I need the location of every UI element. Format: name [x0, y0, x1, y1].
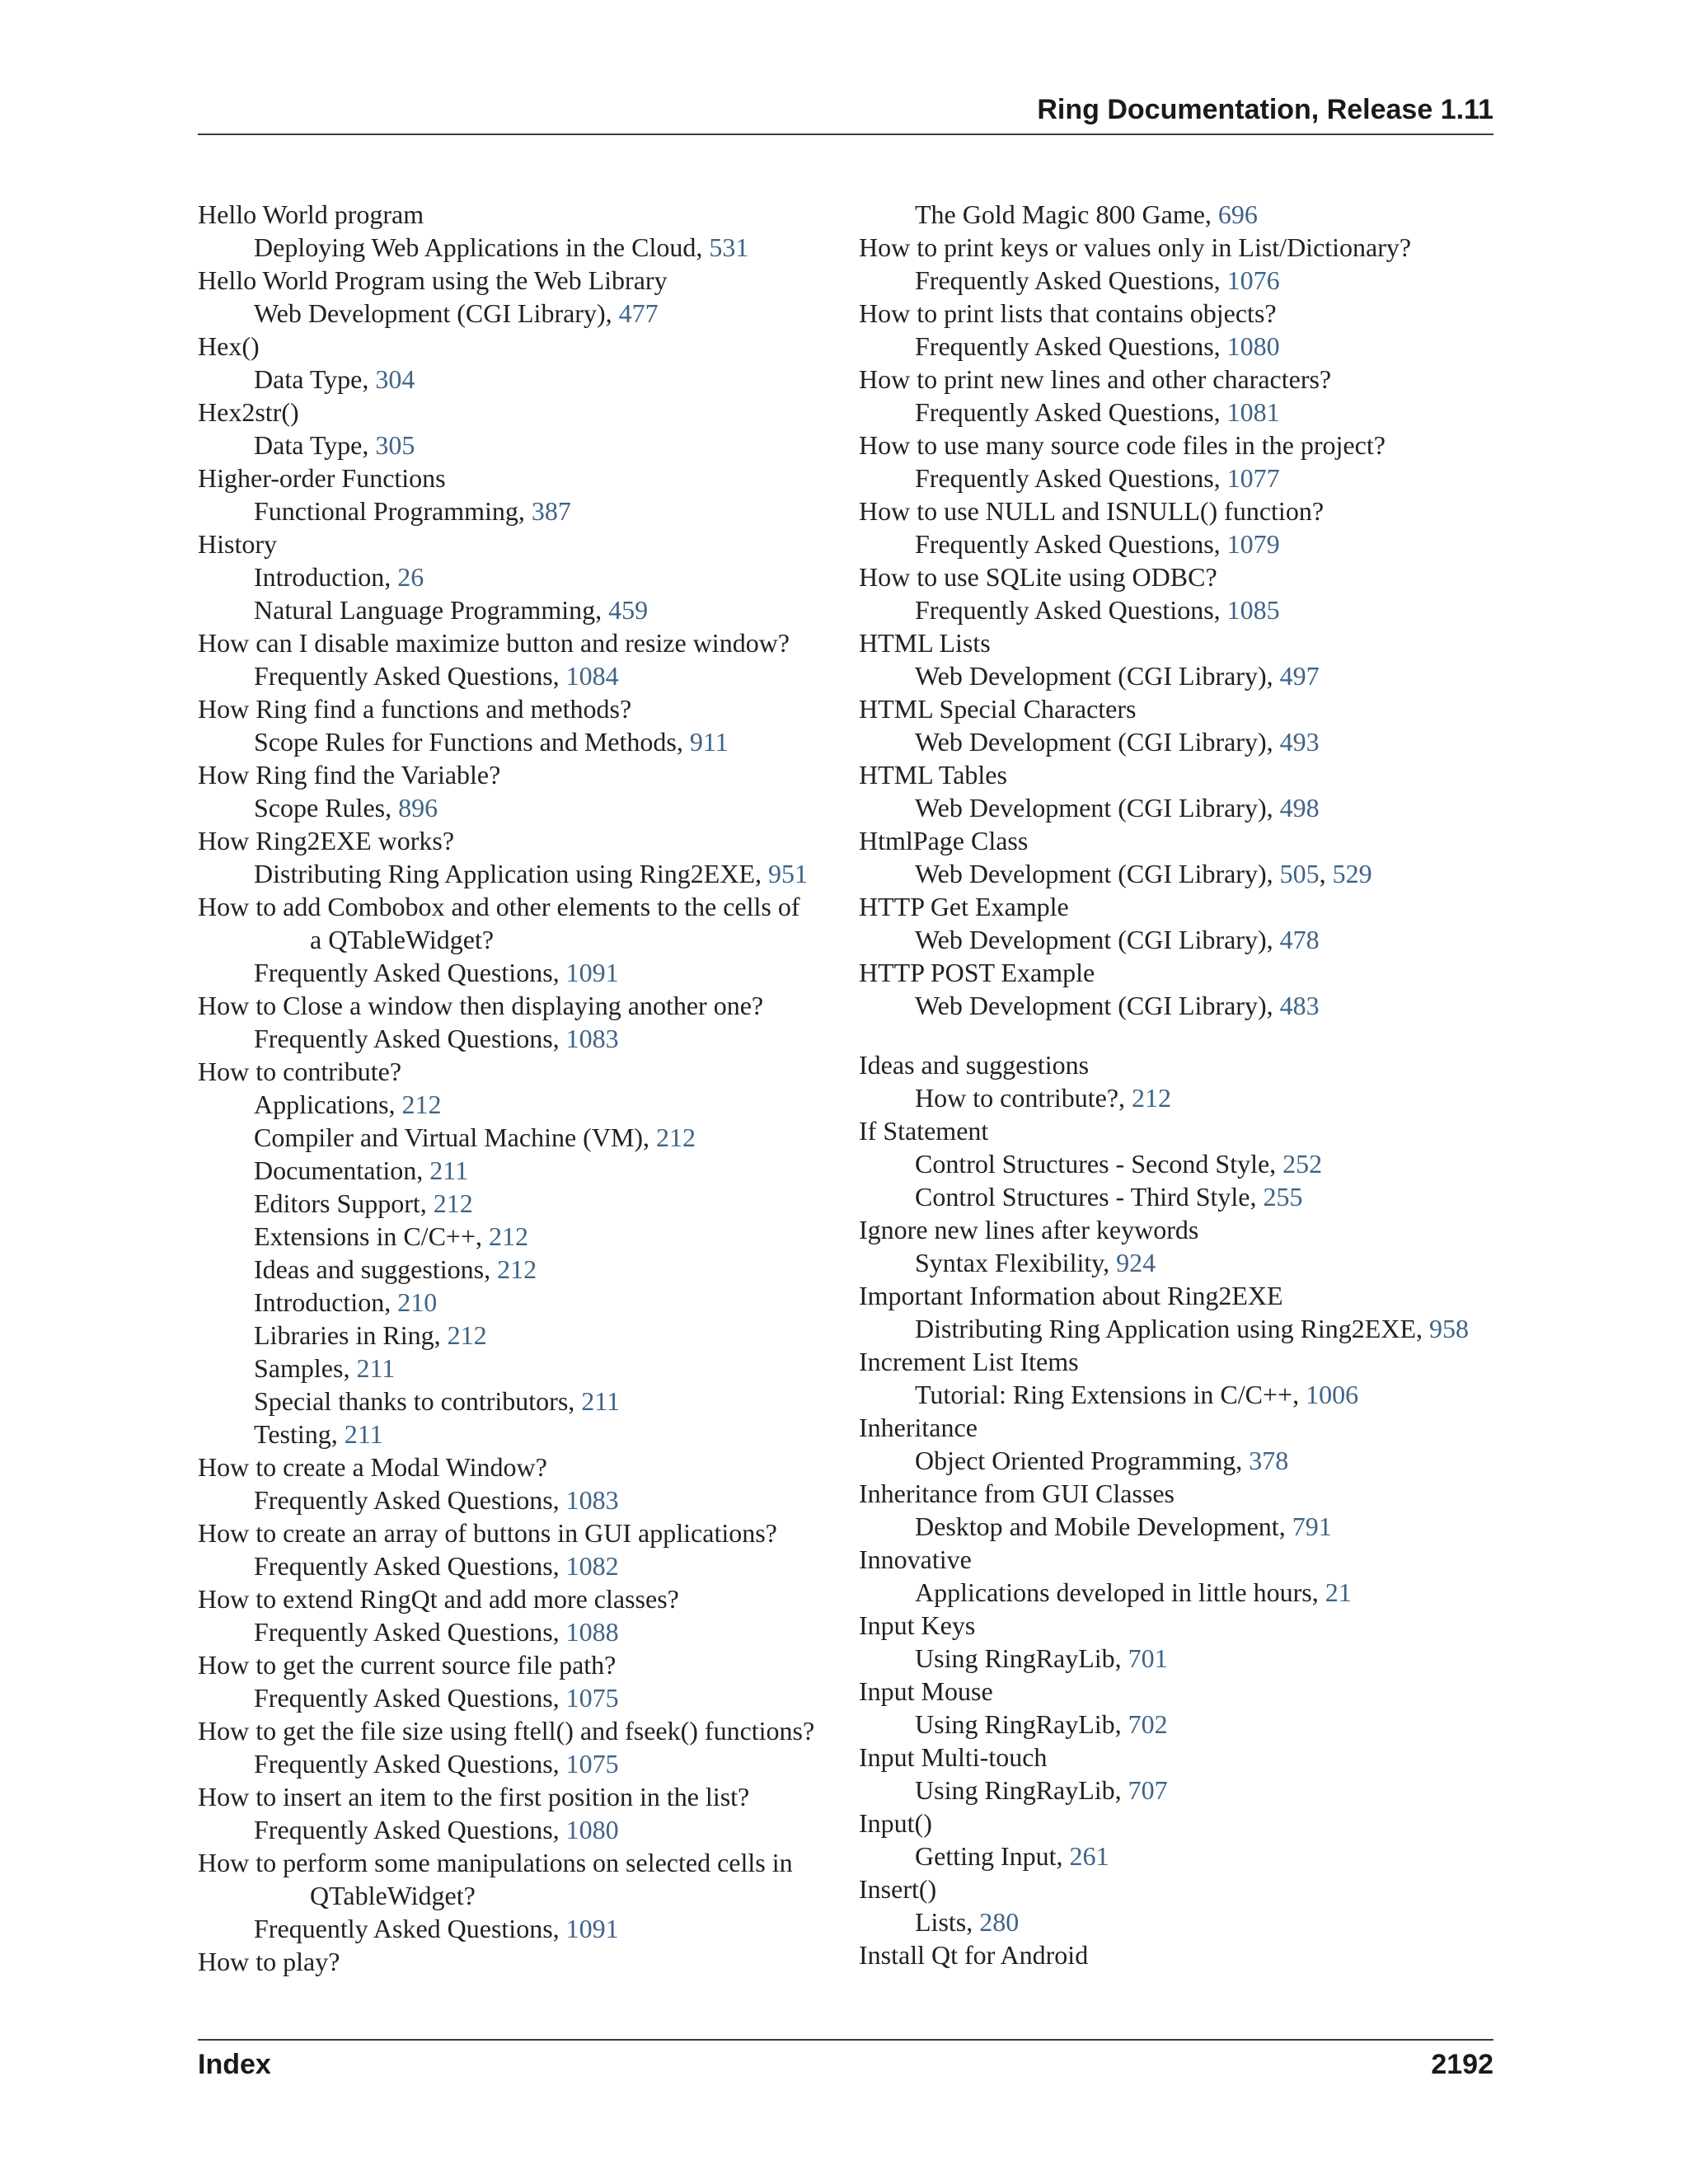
index-term: Ideas and suggestions	[859, 1050, 1090, 1080]
index-entry	[198, 989, 841, 1055]
page-link[interactable]: 261	[1069, 1841, 1109, 1871]
subentry-text: Using RingRayLib,	[915, 1643, 1122, 1673]
page-link[interactable]: 1088	[565, 1617, 619, 1647]
index-term-continuation: a QTableWidget?	[310, 925, 495, 954]
index-subentry	[859, 330, 1502, 363]
index-subentry	[859, 1378, 1502, 1411]
index-entry	[198, 527, 841, 626]
index-term: HTML Lists	[859, 628, 991, 658]
index-subentry	[859, 1510, 1502, 1543]
index-entry	[198, 824, 841, 890]
page-link[interactable]: 387	[531, 496, 571, 526]
page-link[interactable]: 211	[429, 1155, 469, 1185]
page-link[interactable]: 1091	[565, 1914, 619, 1943]
subentry-text: Frequently Asked Questions,	[254, 1683, 560, 1713]
index-subentry	[198, 1747, 841, 1780]
subentry-text: Editors Support,	[254, 1188, 427, 1218]
index-entry	[198, 692, 841, 758]
index-subentry	[859, 1312, 1502, 1345]
index-subentry	[198, 494, 841, 527]
page-link[interactable]: 255	[1263, 1182, 1303, 1212]
index-subentry	[859, 1246, 1502, 1279]
subentry-text: Scope Rules,	[254, 793, 392, 823]
index-subentry: Web Development (CGI Library), 505, 529	[915, 859, 1372, 888]
index-term: Ignore new lines after keywords	[859, 1215, 1199, 1244]
subentry-text: Distributing Ring Application using Ring2EXE,	[254, 859, 762, 888]
index-term: HTTP Get Example	[859, 892, 1069, 921]
subentry-text: Web Development (CGI Library),	[254, 298, 612, 328]
index-entry	[859, 297, 1502, 363]
index-entry	[859, 1543, 1502, 1609]
index-subentry	[859, 923, 1502, 956]
index-entry	[198, 890, 841, 989]
page-link[interactable]: 505	[1279, 859, 1320, 888]
subentry-text: Frequently Asked Questions,	[254, 1551, 560, 1581]
subentry-text: Testing,	[254, 1419, 338, 1449]
index-subentry	[859, 1444, 1502, 1477]
index-entry	[859, 956, 1502, 1022]
page-header	[198, 91, 1493, 135]
index-term: Hello World Program using the Web Library	[198, 265, 668, 295]
page-link[interactable]: 1080	[1226, 331, 1280, 361]
index-term: Hello World program	[198, 199, 424, 229]
index-entry	[859, 1345, 1502, 1411]
index-entry	[859, 429, 1502, 494]
page-link[interactable]: 911	[689, 727, 729, 757]
index-subentry	[198, 363, 841, 396]
index-subentry	[198, 1253, 841, 1286]
index-subentry	[198, 1154, 841, 1187]
page-link[interactable]: 212	[447, 1320, 487, 1350]
index-entry	[198, 1780, 841, 1846]
index-entry	[859, 626, 1502, 692]
index-subentry	[198, 1352, 841, 1385]
index-entry	[198, 264, 841, 330]
index-entry	[859, 231, 1502, 297]
index-subentry	[859, 264, 1502, 297]
index-term: How to create an array of buttons in GUI applications?	[198, 1518, 777, 1548]
index-entry	[859, 1114, 1502, 1213]
page-link[interactable]: 1077	[1226, 463, 1280, 493]
index-term: How to insert an item to the first position in the list?	[198, 1782, 750, 1811]
index-subentry	[198, 1187, 841, 1220]
index-subentry	[198, 791, 841, 824]
index-term: Hex()	[198, 331, 260, 361]
subentry-text: Frequently Asked Questions,	[915, 265, 1221, 295]
index-entry	[859, 363, 1502, 429]
subentry-text: Frequently Asked Questions,	[254, 661, 560, 691]
subentry-text: Natural Language Programming,	[254, 595, 603, 625]
page-link[interactable]: 531	[709, 232, 749, 262]
index-term: Insert()	[859, 1874, 937, 1904]
index-term: HTML Special Characters	[859, 694, 1137, 724]
index-term: How to use NULL and ISNULL() function?	[859, 496, 1325, 526]
page-link[interactable]: 498	[1279, 793, 1320, 823]
index-subentry	[859, 527, 1502, 560]
index-subentry	[198, 1220, 841, 1253]
index-entry	[198, 758, 841, 824]
page-link[interactable]: 1085	[1226, 595, 1280, 625]
index-entry	[198, 1516, 841, 1582]
index-subentry	[859, 791, 1502, 824]
subentry-text: Frequently Asked Questions,	[254, 958, 560, 987]
page-link[interactable]: 1075	[565, 1683, 619, 1713]
page-link[interactable]: 478	[1279, 925, 1320, 954]
index-subentry	[859, 1774, 1502, 1807]
index-term: Inheritance from GUI Classes	[859, 1479, 1175, 1508]
subentry-text: Frequently Asked Questions,	[254, 1024, 560, 1053]
subentry-text: Applications,	[254, 1090, 396, 1119]
index-subentry	[859, 198, 1502, 231]
subentry-text: Distributing Ring Application using Ring2EXE,	[915, 1314, 1423, 1343]
index-subentry	[198, 956, 841, 989]
subentry-text: Ideas and suggestions,	[254, 1254, 491, 1284]
index-term: Input()	[859, 1808, 932, 1838]
index-term: Increment List Items	[859, 1347, 1079, 1376]
index-term-continuation: QTableWidget?	[310, 1881, 476, 1910]
subentry-text: Applications developed in little hours,	[915, 1577, 1319, 1607]
subentry-text: Lists,	[915, 1907, 973, 1937]
index-subentry	[859, 396, 1502, 429]
index-subentry	[859, 1081, 1502, 1114]
index-term: How Ring find a functions and methods?	[198, 694, 632, 724]
index-subentry	[859, 462, 1502, 494]
index-entry	[859, 1279, 1502, 1345]
index-entry	[859, 1411, 1502, 1477]
page-link[interactable]: 211	[581, 1386, 621, 1416]
subentry-text: Frequently Asked Questions,	[915, 529, 1221, 559]
subentry-text: Frequently Asked Questions,	[254, 1914, 560, 1943]
subentry-text: Functional Programming,	[254, 496, 525, 526]
subentry-text: Frequently Asked Questions,	[915, 331, 1221, 361]
page-link[interactable]: 1083	[565, 1485, 619, 1515]
index-subentry	[198, 1121, 841, 1154]
page-link[interactable]: 1083	[565, 1024, 619, 1053]
subentry-text: Frequently Asked Questions,	[915, 595, 1221, 625]
page-link[interactable]: 459	[608, 595, 649, 625]
page-link[interactable]: 212	[497, 1254, 537, 1284]
subentry-text: Web Development (CGI Library),	[915, 793, 1273, 823]
index-term: How to print keys or values only in List/Dictionary?	[859, 232, 1412, 262]
page-link[interactable]: 212	[1132, 1083, 1172, 1113]
page-link[interactable]: 1081	[1226, 397, 1280, 427]
page-link[interactable]: 26	[397, 562, 424, 592]
subentry-text: Samples,	[254, 1353, 350, 1383]
page-link[interactable]: 1076	[1226, 265, 1280, 295]
index-entry	[859, 1872, 1502, 1938]
page-link[interactable]: 1075	[565, 1749, 619, 1779]
page-link[interactable]: 529	[1332, 859, 1372, 888]
index-entry	[198, 198, 841, 264]
index-subentry	[198, 1681, 841, 1714]
page-link[interactable]: 924	[1116, 1248, 1156, 1277]
index-term: HtmlPage Class	[859, 826, 1029, 855]
index-term: How to print lists that contains objects?	[859, 298, 1277, 328]
index-subentry	[198, 560, 841, 593]
header-title: Ring Documentation, Release 1.11	[1037, 94, 1493, 125]
page-link[interactable]: 280	[979, 1907, 1020, 1937]
index-subentry	[198, 593, 841, 626]
subentry-text: Scope Rules for Functions and Methods,	[254, 727, 683, 757]
page-link[interactable]: 1084	[565, 661, 619, 691]
index-subentry	[198, 429, 841, 462]
index-subentry	[198, 1022, 841, 1055]
page-link[interactable]: 378	[1249, 1446, 1289, 1475]
index-entry	[859, 1213, 1502, 1279]
index-term: If Statement	[859, 1116, 989, 1146]
subentry-text: Getting Input,	[915, 1841, 1063, 1871]
page-link[interactable]: 1079	[1226, 529, 1280, 559]
subentry-text: Syntax Flexibility,	[915, 1248, 1110, 1277]
subentry-text: Frequently Asked Questions,	[915, 463, 1221, 493]
index-term: How to contribute?	[198, 1057, 402, 1086]
index-term: Inheritance	[859, 1413, 978, 1442]
index-term: How to print new lines and other characters?	[859, 364, 1332, 394]
index-subentry	[859, 725, 1502, 758]
index-subentry	[198, 1813, 841, 1846]
index-term: How to perform some manipulations on selected cells in	[198, 1848, 793, 1877]
subentry-text: Compiler and Virtual Machine (VM),	[254, 1122, 650, 1152]
index-term: Input Keys	[859, 1610, 976, 1640]
index-subentry	[198, 857, 841, 890]
subentry-text: Web Development (CGI Library),	[915, 859, 1273, 888]
subentry-text: Libraries in Ring,	[254, 1320, 441, 1350]
index-entry	[859, 824, 1502, 890]
index-subentry	[198, 1615, 841, 1648]
index-subentry	[859, 659, 1502, 692]
index-term: How to create a Modal Window?	[198, 1452, 547, 1482]
index-entry	[859, 1938, 1502, 1971]
subentry-text: Data Type,	[254, 364, 369, 394]
footer-page-number: 2192	[1431, 2049, 1493, 2080]
index-term: How to Close a window then displaying another one?	[198, 991, 764, 1020]
index-entry	[859, 494, 1502, 560]
subentry-text: Frequently Asked Questions,	[254, 1749, 560, 1779]
page-link[interactable]: 702	[1128, 1709, 1168, 1739]
index-subentry	[859, 1905, 1502, 1938]
subentry-text: Introduction,	[254, 562, 392, 592]
page-link[interactable]: 210	[397, 1287, 438, 1317]
index-term: Innovative	[859, 1544, 972, 1574]
index-entry	[859, 1807, 1502, 1872]
index-subentry	[859, 1147, 1502, 1180]
page-link[interactable]: 21	[1325, 1577, 1352, 1607]
index-entry	[198, 462, 841, 527]
subentry-text: Object Oriented Programming,	[915, 1446, 1243, 1475]
index-entry	[198, 1846, 841, 1945]
index-term: How to add Combobox and other elements to the cells of	[198, 892, 800, 921]
subentry-text: The Gold Magic 800 Game,	[915, 199, 1212, 229]
index-term: How to extend RingQt and add more classes?	[198, 1584, 679, 1614]
page-link[interactable]: 493	[1279, 727, 1320, 757]
index-subentry	[198, 1385, 841, 1418]
index-subentry	[859, 1180, 1502, 1213]
index-subentry	[859, 1642, 1502, 1675]
index-entry	[859, 1048, 1502, 1114]
index-term: How to play?	[198, 1947, 340, 1976]
index-entry	[859, 198, 1502, 231]
subentry-text: Web Development (CGI Library),	[915, 925, 1273, 954]
subentry-text: Introduction,	[254, 1287, 392, 1317]
index-term: How Ring2EXE works?	[198, 826, 455, 855]
index-entry	[198, 1451, 841, 1516]
index-term: How to get the current source file path?	[198, 1650, 617, 1680]
index-term: HTML Tables	[859, 760, 1007, 790]
index-subentry	[198, 659, 841, 692]
index-entry	[859, 758, 1502, 824]
subentry-text: Extensions in C/C++,	[254, 1221, 482, 1251]
page-link[interactable]: 896	[398, 793, 438, 823]
index-subentry	[859, 1576, 1502, 1609]
index-subentry	[198, 1549, 841, 1582]
page-link[interactable]: 211	[356, 1353, 396, 1383]
page-link[interactable]: 477	[618, 298, 659, 328]
page-link[interactable]: 701	[1128, 1643, 1168, 1673]
page-link[interactable]: 211	[344, 1419, 383, 1449]
index-entry	[859, 1741, 1502, 1807]
subentry-text: Deploying Web Applications in the Cloud,	[254, 232, 703, 262]
page-link[interactable]: 707	[1128, 1775, 1168, 1805]
index-term: How to get the file size using ftell() and fseek() functions?	[198, 1716, 815, 1746]
page-link[interactable]: 212	[433, 1188, 473, 1218]
subentry-text: Special thanks to contributors,	[254, 1386, 575, 1416]
index-term: History	[198, 529, 277, 559]
subentry-text: Tutorial: Ring Extensions in C/C++,	[915, 1380, 1300, 1409]
page-link[interactable]: 1006	[1306, 1380, 1359, 1409]
page-link[interactable]: 1091	[565, 958, 619, 987]
index-subentry	[198, 1418, 841, 1451]
index-term: HTTP POST Example	[859, 958, 1095, 987]
index-entry	[859, 1609, 1502, 1675]
index-entry	[859, 1675, 1502, 1741]
subentry-text: Using RingRayLib,	[915, 1775, 1122, 1805]
index-subentry	[198, 1286, 841, 1319]
subentry-text: Web Development (CGI Library),	[915, 991, 1273, 1020]
index-entry	[198, 1648, 841, 1714]
subentry-text: Desktop and Mobile Development,	[915, 1511, 1286, 1541]
index-subentry	[198, 1483, 841, 1516]
page-link[interactable]: 483	[1279, 991, 1320, 1020]
subentry-text: Frequently Asked Questions,	[254, 1485, 560, 1515]
index-term: How Ring find the Variable?	[198, 760, 501, 790]
page-link[interactable]: 212	[489, 1221, 528, 1251]
index-term: Install Qt for Android	[859, 1940, 1089, 1970]
index-term: How to use many source code files in the project?	[859, 430, 1386, 460]
footer-section: Index	[198, 2049, 271, 2080]
page-link[interactable]: 304	[375, 364, 415, 394]
index-entry	[859, 890, 1502, 956]
subentry-text: Control Structures - Third Style,	[915, 1182, 1257, 1212]
index-subentry	[198, 1319, 841, 1352]
subentry-text: Frequently Asked Questions,	[254, 1617, 560, 1647]
index-entry	[859, 560, 1502, 626]
subentry-text: Data Type,	[254, 430, 369, 460]
index-term: Important Information about Ring2EXE	[859, 1281, 1283, 1310]
subentry-text: Documentation,	[254, 1155, 424, 1185]
subentry-text: How to contribute?,	[915, 1083, 1126, 1113]
page-link[interactable]: 791	[1292, 1511, 1332, 1541]
subentry-text: Frequently Asked Questions,	[254, 1815, 560, 1844]
page-link[interactable]: 212	[401, 1090, 442, 1119]
index-column-left	[198, 198, 841, 1978]
index-subentry	[198, 297, 841, 330]
index-entry	[198, 330, 841, 396]
index-term: Hex2str()	[198, 397, 299, 427]
index-entry	[198, 1945, 841, 1978]
index-subentry	[859, 1708, 1502, 1741]
page-link[interactable]: 958	[1429, 1314, 1469, 1343]
page-link[interactable]: 305	[375, 430, 415, 460]
index-entry	[198, 396, 841, 462]
subentry-text: Web Development (CGI Library),	[915, 661, 1273, 691]
index-entry	[198, 1582, 841, 1648]
index-entry	[859, 692, 1502, 758]
index-term: How can I disable maximize button and resize window?	[198, 628, 790, 658]
index-subentry	[198, 725, 841, 758]
index-term: Higher-order Functions	[198, 463, 446, 493]
index-term: Input Mouse	[859, 1676, 993, 1706]
page-link[interactable]: 1082	[565, 1551, 619, 1581]
index-term: How to use SQLite using ODBC?	[859, 562, 1217, 592]
index-subentry	[198, 231, 841, 264]
index-entry	[198, 626, 841, 692]
index-subentry	[198, 1912, 841, 1945]
subentry-text: Using RingRayLib,	[915, 1709, 1122, 1739]
subentry-text: Control Structures - Second Style,	[915, 1149, 1277, 1179]
index-subentry	[198, 1088, 841, 1121]
index-entry	[198, 1055, 841, 1451]
index-entry	[198, 1714, 841, 1780]
page-link[interactable]: 497	[1279, 661, 1320, 691]
subentry-text: Web Development (CGI Library),	[915, 727, 1273, 757]
index-subentry	[859, 1840, 1502, 1872]
index-subentry	[859, 593, 1502, 626]
index-term: Input Multi-touch	[859, 1742, 1048, 1772]
page-link[interactable]: 696	[1217, 199, 1258, 229]
index-column-right	[859, 198, 1502, 1971]
page-link[interactable]: 1080	[565, 1815, 619, 1844]
index-entry	[859, 1477, 1502, 1543]
page-footer	[198, 2039, 1493, 2090]
subentry-text: Frequently Asked Questions,	[915, 397, 1221, 427]
page-link[interactable]: 252	[1282, 1149, 1323, 1179]
index-subentry	[859, 989, 1502, 1022]
page-link[interactable]: 951	[768, 859, 808, 888]
page-link[interactable]: 212	[656, 1122, 696, 1152]
